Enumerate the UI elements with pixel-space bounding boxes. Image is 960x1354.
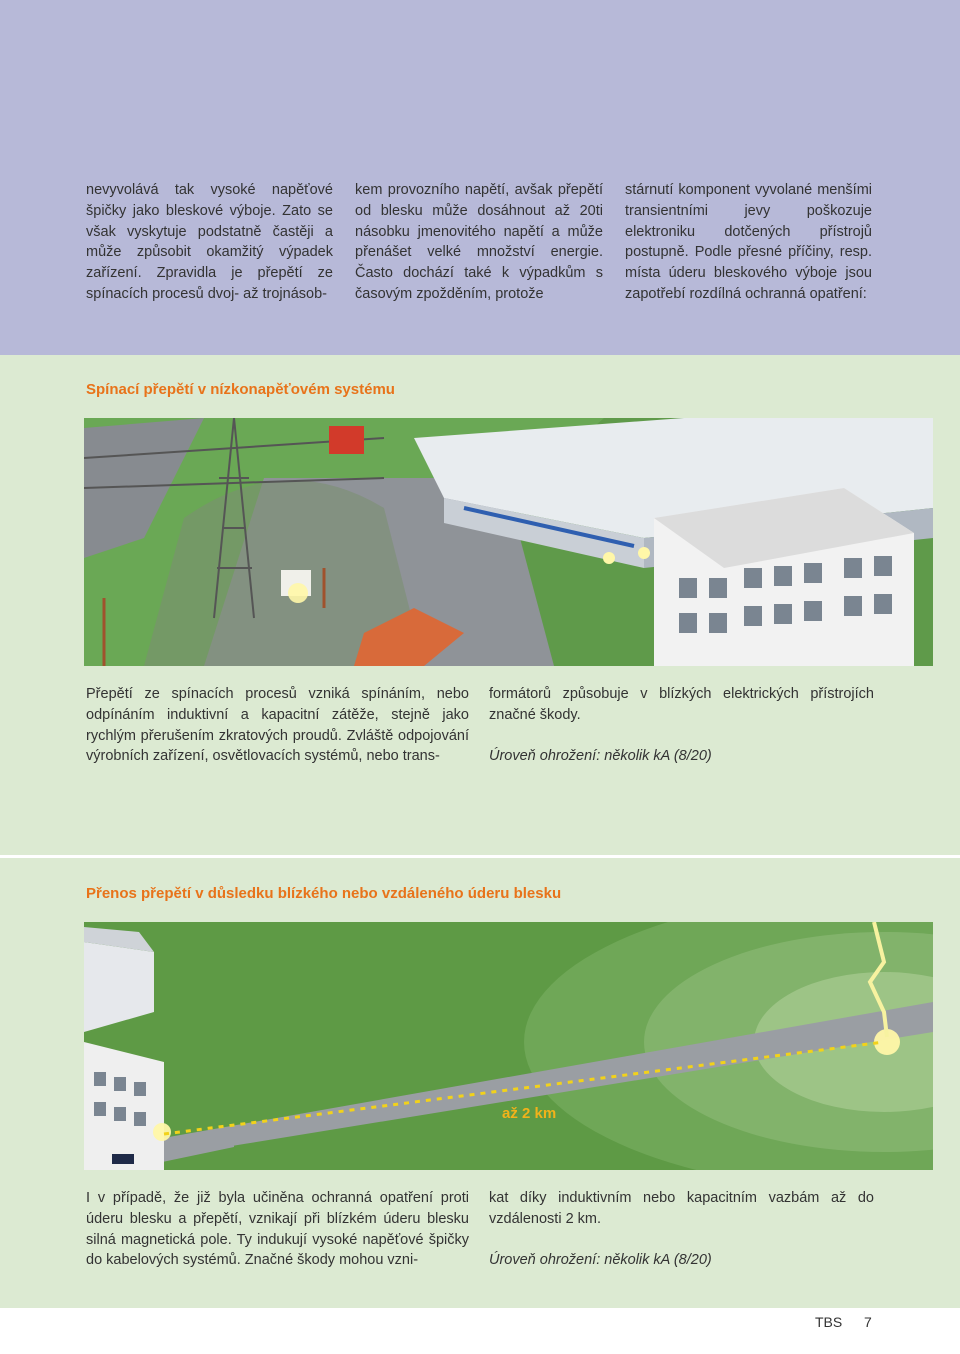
section1-risk: Úroveň ohrožení: několik kA (8/20) xyxy=(489,748,712,765)
intro-text-1: nevyvolává tak vysoké napěťové špičky jako bleskové výboje. Zato se však vyskytuje podstatně častěji a může způsobit okamžitý výpadek zařízení. Zpravidla je přepětí ze spínacích procesů dvoj- až trojnásob- xyxy=(86,182,333,302)
switching-illustration xyxy=(84,418,933,666)
page-number: 7 xyxy=(864,1314,872,1330)
footer-brand: TBS xyxy=(815,1314,843,1330)
intro-column-3 xyxy=(625,180,872,305)
intro-text-2: kem provozního napětí, avšak přepětí od blesku může dosáhnout až 20ti násobku jmenovitého napětí a může přenášet velké množství energie. Často dochází také k výpadkům s časovým zpožděním, protože xyxy=(355,182,603,302)
section2-risk: Úroveň ohrožení: několik kA (8/20) xyxy=(489,1252,712,1269)
section2-column-2 xyxy=(489,1188,874,1271)
section2-heading: Přenos přepětí v důsledku blízkého nebo vzdáleného úderu blesku xyxy=(86,885,562,902)
section1-column-1 xyxy=(86,684,469,767)
section1-column-2 xyxy=(489,684,874,767)
lightning-illustration xyxy=(84,922,933,1170)
lightning-scene xyxy=(84,922,933,1170)
switching-scene xyxy=(84,418,933,666)
section1-text-1: Přepětí ze spínacích procesů vzniká spínáním, nebo odpínáním induktivní a kapacitní zátěže, stejně jako rychlým přerušením zkratových proudů. Zvláště odpojování výrobních zařízení, osvětlovacích systémů, nebo trans- xyxy=(86,686,469,765)
intro-text-3: stárnutí komponent vyvolané menšími transientními jevy poškozuje elektroniku dotčených přístrojů postupně. Podle přesné příčiny, resp. místa úderu bleskového výboje jsou zapotřebí rozdílná ochranná opatření: xyxy=(625,182,872,302)
section2-text-2: kat díky induktivním nebo kapacitním vazbám až do vzdálenosti 2 km. xyxy=(489,1190,874,1227)
section1-text-2: formátorů způsobuje v blízkých elektrických přístrojích značné škody. xyxy=(489,686,874,723)
intro-column-2 xyxy=(355,180,603,305)
section2-column-1 xyxy=(86,1188,469,1271)
section1-heading: Spínací přepětí v nízkonapěťovém systému xyxy=(86,381,395,398)
section2-text-1: I v případě, že již byla učiněna ochranná opatření proti úderu blesku a přepětí, vznikají při blízkém úderu blesku silná magnetická pole. Ty indukují vysoké napěťové špičky do kabelových systémů. Značné škody mohou vzni- xyxy=(86,1190,469,1269)
distance-label: až 2 km xyxy=(502,1105,557,1122)
intro-column-1 xyxy=(86,180,333,305)
